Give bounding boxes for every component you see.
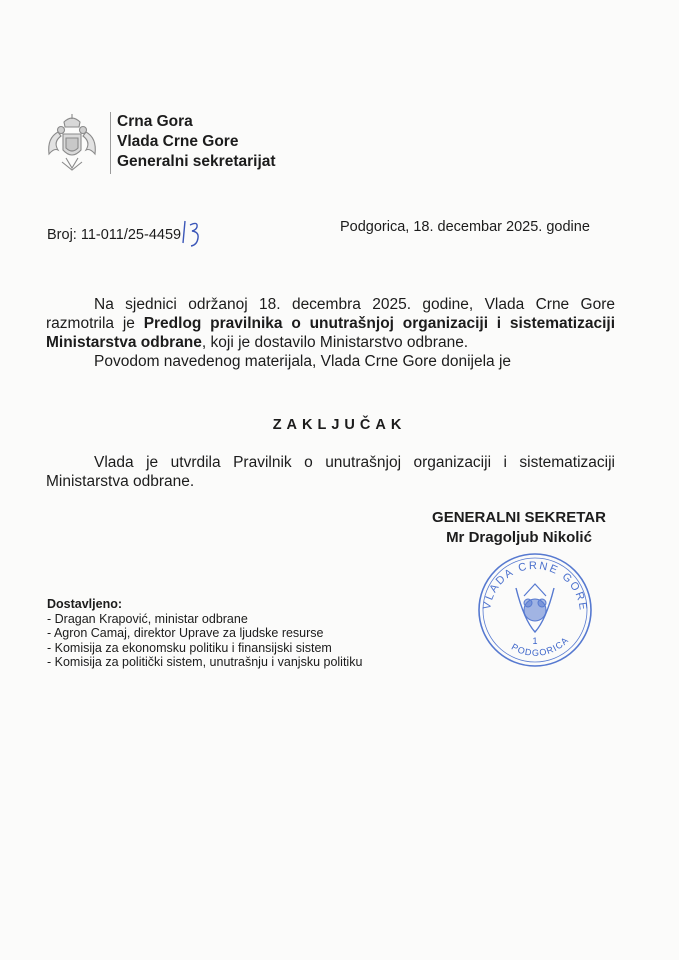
paragraph-2: Povodom navedenog materijala, Vlada Crne Gore donijela je (94, 353, 512, 370)
header-country: Crna Gora (117, 113, 193, 130)
document-title: ZAKLJUČAK (272, 417, 407, 433)
distribution-list (47, 597, 362, 670)
svg-text:VLADA CRNE GORE: VLADA CRNE GORE (481, 559, 590, 613)
distribution-item: - Komisija za ekonomsku politiku i finansijski sistem (47, 640, 332, 655)
official-stamp-icon (468, 548, 602, 672)
reference-number (47, 219, 204, 251)
distribution-item: - Komisija za politički sistem, unutrašnju i vanjsku politiku (47, 655, 363, 670)
reference-number-text: Broj: 11-011/25-4459 (47, 226, 182, 243)
header-office: Generalni sekretarijat (117, 153, 276, 170)
header-divider (110, 112, 111, 174)
handwritten-suffix-icon (182, 219, 204, 251)
svg-text:1: 1 (532, 636, 538, 646)
signature-name: Mr Dragoljub Nikolić (446, 529, 592, 546)
bold-subject: Predlog pravilnika o unutrašnjoj organizaciji i sistematizaciji Ministarstva odbrane (46, 315, 616, 351)
header-government: Vlada Crne Gore (117, 133, 239, 150)
distribution-item: - Dragan Krapović, ministar odbrane (47, 611, 248, 626)
place-date: Podgorica, 18. decembar 2025. godine (340, 219, 590, 235)
paragraph-1: Na sjednici održanoj 18. decembra 2025. godine, Vlada Crne Gore razmotrila je Predlog pravilnika o unutrašnjoj organizaciji i sistematizaciji Ministarstva odbrane, koji je dostavilo Ministarstvo odbrane. (46, 296, 616, 351)
body-text (46, 295, 615, 371)
distribution-heading: Dostavljeno: (47, 597, 123, 611)
header-text (117, 112, 276, 172)
conclusion-text: Vlada je utvrdila Pravilnik o unutrašnjoj organizaciji i sistematizaciji Ministarstva odbrane. (46, 454, 615, 490)
signature-block (419, 508, 619, 548)
distribution-item: - Agron Camaj, direktor Uprave za ljudske resurse (47, 626, 324, 641)
signature-role: GENERALNI SEKRETAR (432, 509, 606, 526)
coat-of-arms-icon (44, 112, 100, 174)
svg-text:PODGORICA: PODGORICA (509, 634, 571, 658)
